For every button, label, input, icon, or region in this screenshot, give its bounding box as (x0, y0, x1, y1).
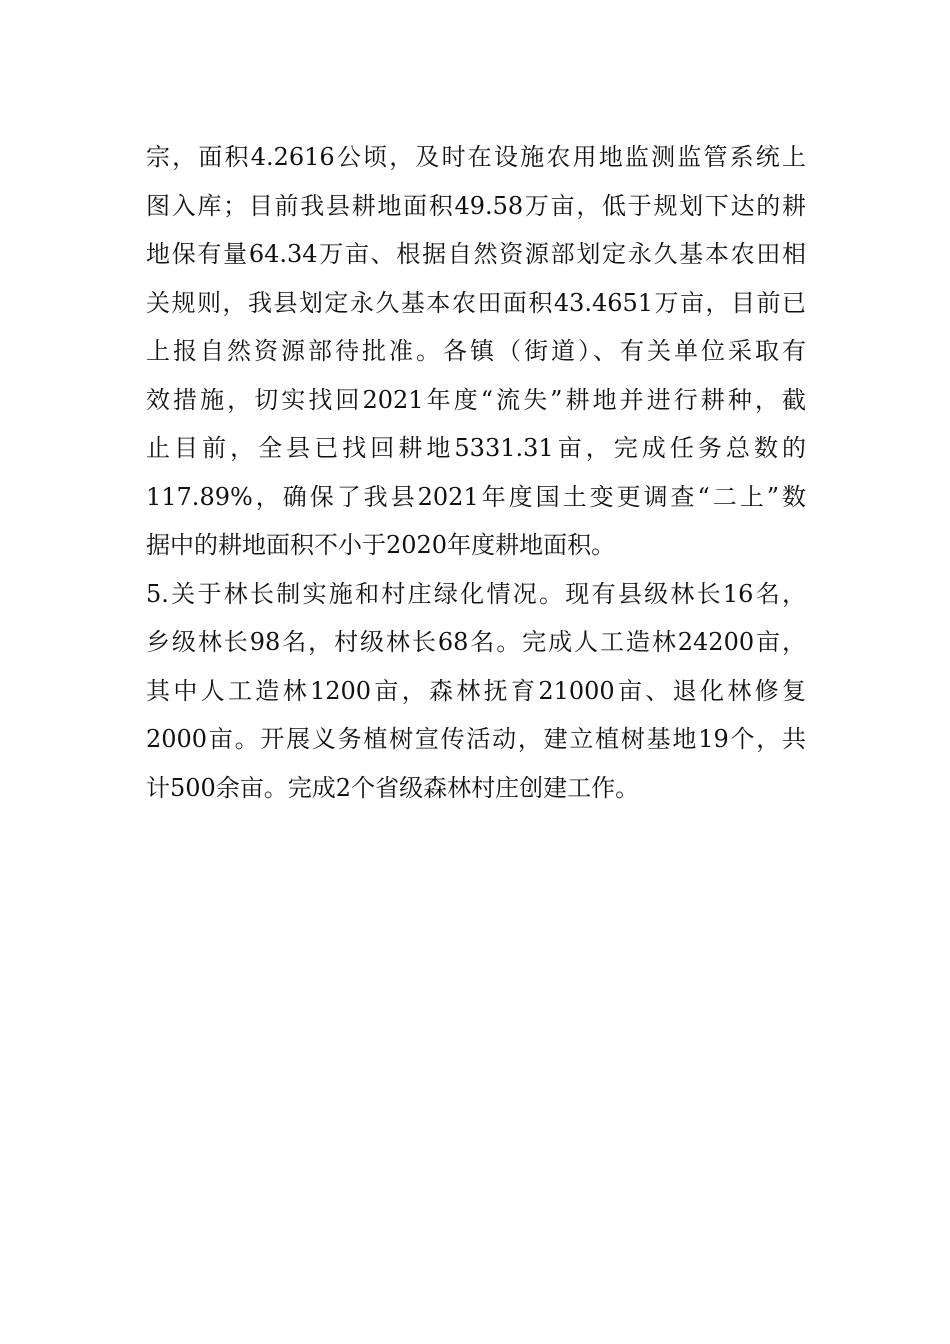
text-line: 上报自然资源部待批准。各镇（街道）、有关单位采取有 (146, 337, 806, 365)
text-line: 图入库；目前我县耕地面积49.58万亩，低于规划下达的耕 (146, 191, 806, 220)
text-line: 宗，面积4.2616公顷，及时在设施农用地监测监管系统上 (146, 143, 806, 171)
text-line: 其中人工造林1200亩，森林抚育21000亩、退化林修复 (146, 676, 806, 705)
text-line: 效措施，切实找回2021年度“流失”耕地并进行耕种，截 (146, 385, 806, 414)
text-line: 117.89%，确保了我县2021年度国土变更调查“二上”数 (146, 482, 806, 511)
text-line: 地保有量64.34万亩、根据自然资源部划定永久基本农田相 (146, 240, 806, 268)
text-line: 止目前，全县已找回耕地5331.31亩，完成任务总数的 (146, 434, 806, 462)
body-text (146, 133, 806, 812)
text-line: 计500余亩。完成2个省级森林村庄创建工作。 (146, 773, 640, 802)
text-line: 5.关于林长制实施和村庄绿化情况。现有县级林长16名， (146, 579, 806, 608)
text-line: 据中的耕地面积不小于2020年度耕地面积。 (146, 531, 616, 559)
text-line: 关规则，我县划定永久基本农田面积43.4651万亩，目前已 (146, 288, 806, 317)
text-line: 2000亩。开展义务植树宣传活动，建立植树基地19个，共 (146, 725, 806, 753)
text-line: 乡级林长98名，村级林长68名。完成人工造林24200亩， (146, 628, 806, 656)
